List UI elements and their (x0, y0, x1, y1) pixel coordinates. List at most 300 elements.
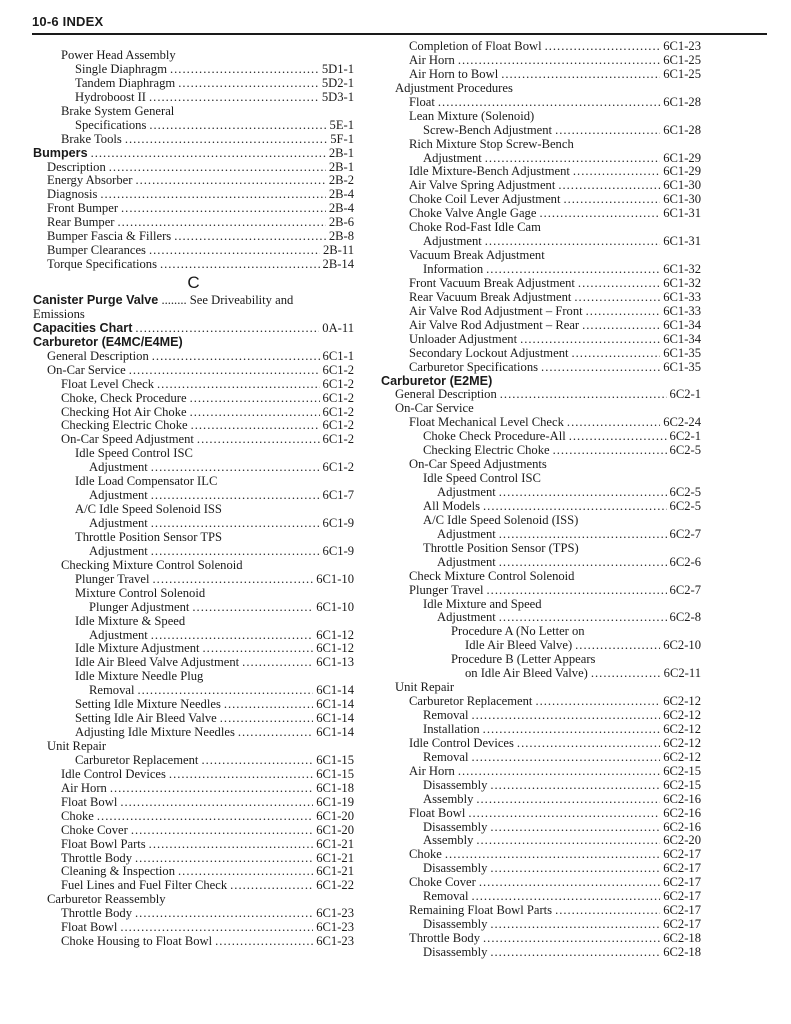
index-entry (381, 402, 701, 416)
entry-leader (501, 68, 660, 82)
index-main-entry (33, 336, 354, 350)
entry-leader (476, 793, 660, 807)
entry-page-ref: 6C1-29 (663, 164, 701, 179)
index-entry (33, 921, 354, 935)
entry-leader (558, 179, 660, 193)
entry-term: Rear Vacuum Break Adjustment (409, 289, 572, 304)
entry-leader (471, 890, 660, 904)
entry-term: Idle Mixture and Speed (423, 596, 542, 611)
entry-term: Carburetor (E2ME) (381, 373, 493, 388)
entry-term: Procedure B (Letter Appears (451, 652, 596, 667)
entry-term: Front Vacuum Break Adjustment (409, 275, 575, 290)
entry-page-ref: 6C1-23 (663, 39, 701, 53)
index-entry (381, 625, 701, 639)
entry-leader (170, 63, 319, 77)
index-entry (33, 893, 354, 907)
index-entry (33, 629, 354, 643)
index-entry (381, 765, 701, 779)
index-entry (33, 447, 354, 461)
entry-leader (190, 406, 320, 420)
header-rule (32, 33, 767, 35)
index-entry (33, 350, 354, 364)
entry-page-ref: 6C2-8 (669, 610, 701, 625)
entry-term: Rear Bumper (47, 215, 115, 230)
entry-term: Choke Cover (61, 822, 128, 837)
entry-term: Float Mechanical Level Check (409, 415, 564, 430)
entry-term: Idle Mixture-Bench Adjustment (409, 164, 570, 179)
entry-leader (157, 378, 319, 392)
entry-leader (201, 754, 313, 768)
entry-leader (192, 601, 313, 615)
entry-term: Information (423, 262, 484, 276)
entry-term: Adjustment (423, 234, 482, 249)
entry-term: Float (409, 94, 435, 109)
entry-page-ref: 6C1-21 (316, 850, 354, 865)
entry-see-reference: See Driveability and (189, 293, 294, 307)
entry-term: Mixture Control Solenoid (75, 585, 206, 600)
entry-leader (125, 133, 327, 147)
index-entry (33, 865, 354, 879)
entry-page-ref: 2B-1 (328, 145, 354, 160)
index-entry (33, 587, 354, 601)
entry-leader (471, 709, 660, 723)
index-entry (33, 712, 354, 726)
entry-page-ref: 6C1-20 (316, 822, 354, 837)
entry-term: Adjustment Procedures (395, 80, 513, 95)
index-entry (381, 221, 701, 235)
index-entry (33, 49, 354, 63)
index-entry (381, 876, 701, 890)
entry-leader (539, 207, 660, 221)
entry-term: Idle Air Bleed Valve) (465, 638, 573, 653)
entry-term: Throttle Position Sensor TPS (75, 529, 223, 544)
entry-page-ref: 6C2-17 (663, 903, 701, 918)
entry-page-ref: 6C1-2 (322, 460, 354, 475)
index-entry (381, 96, 701, 110)
entry-page-ref: 6C1-1 (322, 348, 354, 363)
entry-leader (490, 821, 660, 835)
index-entry (381, 319, 701, 333)
entry-page-ref: 6C1-31 (663, 206, 701, 221)
entry-page-ref: 6C2-7 (669, 526, 701, 541)
index-entry (33, 531, 354, 545)
entry-term: Plunger Adjustment (89, 599, 190, 614)
entry-term: Vacuum Break Adjustment (409, 248, 545, 263)
entry-page-ref: 6C2-15 (663, 777, 701, 792)
entry-term: Air Valve Spring Adjustment (409, 178, 556, 193)
index-entry (381, 556, 701, 570)
index-entry (33, 698, 354, 712)
entry-page-ref: 6C1-20 (316, 808, 354, 823)
entry-leader (500, 388, 667, 402)
index-entry (381, 165, 701, 179)
entry-page-ref: 6C1-31 (663, 234, 701, 249)
index-entry (381, 347, 701, 361)
entry-term: Screw-Bench Adjustment (423, 122, 553, 137)
entry-term: Choke Coil Lever Adjustment (409, 192, 561, 207)
entry-leader (169, 768, 313, 782)
entry-term: Checking Mixture Control Solenoid (61, 557, 243, 572)
entry-leader (120, 921, 313, 935)
index-entry-see-also (33, 294, 354, 322)
entry-page-ref: 6C1-23 (316, 906, 354, 921)
index-entry (33, 392, 354, 406)
entry-term: Air Horn (409, 52, 455, 67)
index-column-left (33, 49, 354, 949)
index-entry (381, 848, 701, 862)
entry-leader (471, 751, 660, 765)
entry-term: Idle Control Devices (61, 766, 166, 781)
entry-page-ref: 6C1-2 (322, 376, 354, 391)
entry-leader (215, 935, 313, 949)
index-entry (381, 821, 701, 835)
entry-page-ref: 6C1-12 (316, 627, 354, 642)
entry-leader (499, 611, 667, 625)
entry-page-ref: 0A-11 (322, 320, 354, 335)
entry-page-ref: 2B-1 (328, 159, 354, 174)
entry-term: Torque Specifications (47, 257, 157, 272)
index-entry (381, 110, 701, 124)
index-entry (381, 514, 701, 528)
entry-term: Secondary Lockout Adjustment (409, 345, 569, 360)
entry-term: Removal (423, 708, 469, 722)
index-entry (33, 105, 354, 119)
index-entry (33, 461, 354, 475)
entry-term: Fuel Lines and Fuel Filter Check (61, 878, 228, 893)
entry-leader (445, 848, 660, 862)
entry-leader (479, 876, 660, 890)
entry-leader (553, 444, 667, 458)
entry-page-ref: 6C1-2 (322, 432, 354, 447)
index-entry (33, 684, 354, 698)
entry-term: Float Bowl Parts (61, 836, 146, 851)
entry-page-ref: 6C2-5 (669, 485, 701, 499)
entry-term: Single Diaphragm (75, 61, 167, 76)
entry-page-ref: 6C1-21 (316, 864, 354, 879)
entry-leader (458, 765, 660, 779)
entry-leader (135, 174, 325, 188)
index-entry (381, 542, 701, 556)
entry-page-ref: 6C1-34 (663, 331, 701, 346)
entry-page-ref: 6C2-5 (669, 443, 701, 458)
entry-page-ref: 6C1-2 (322, 418, 354, 433)
entry-leader (120, 796, 313, 810)
index-entry (381, 653, 701, 667)
entry-term: Removal (423, 749, 469, 764)
entry-term: Adjustment (437, 610, 496, 625)
index-entry (33, 77, 354, 91)
entry-term: Idle Speed Control ISC (75, 446, 193, 461)
entry-page-ref: 5D3-1 (321, 89, 354, 104)
index-entry (381, 570, 701, 584)
index-entry (381, 751, 701, 765)
entry-page-ref: 2B-14 (322, 257, 354, 272)
entry-term: Choke, Check Procedure (61, 390, 187, 405)
index-entry (33, 133, 354, 147)
entry-term: Disassembly (423, 777, 488, 792)
index-entry (33, 489, 354, 503)
entry-page-ref: 6C1-9 (322, 543, 354, 558)
entry-term: Plunger Travel (409, 582, 484, 597)
entry-page-ref: 6C1-2 (322, 362, 354, 377)
entry-page-ref: 6C1-33 (663, 303, 701, 318)
entry-term: Disassembly (423, 819, 488, 834)
entry-term: Bumper Fascia & Fillers (47, 229, 172, 244)
entry-page-ref: 6C1-32 (663, 262, 701, 276)
entry-page-ref: 6C2-17 (663, 889, 701, 904)
entry-term: Adjustment (89, 627, 148, 642)
entry-leader (100, 188, 325, 202)
entry-leader (483, 932, 660, 946)
entry-term: Front Bumper (47, 201, 119, 216)
index-entry (33, 615, 354, 629)
entry-page-ref: 5F-1 (330, 131, 354, 146)
index-section-letter (33, 272, 354, 294)
entry-page-ref: 6C1-10 (316, 599, 354, 614)
entry-term: Removal (423, 889, 469, 904)
entry-leader (230, 879, 313, 893)
entry-term: Carburetor Replacement (75, 752, 199, 767)
index-entry (33, 935, 354, 949)
entry-term: On-Car Service (395, 401, 474, 416)
index-entry (381, 584, 701, 598)
entry-term: Installation (423, 721, 480, 736)
entry-term: Float Bowl (409, 805, 466, 820)
entry-page-ref: 6C1-25 (663, 52, 701, 67)
entry-term: Hydroboost II (75, 89, 147, 104)
index-entry (33, 202, 354, 216)
entry-leader (499, 486, 667, 500)
index-entry (381, 235, 701, 249)
entry-term: Disassembly (423, 944, 488, 959)
entry-page-ref: 6C1-30 (663, 192, 701, 207)
index-entry (33, 244, 354, 258)
entry-leader (567, 416, 660, 430)
entry-term: Assembly (423, 833, 474, 848)
index-entry (381, 291, 701, 305)
entry-page-ref: 6C1-25 (663, 66, 701, 81)
index-entry (33, 768, 354, 782)
entry-term: Idle Air Bleed Valve Adjustment (75, 655, 240, 670)
index-entry (33, 810, 354, 824)
entry-term: Checking Electric Choke (423, 443, 550, 458)
entry-page-ref: 6C1-9 (322, 516, 354, 531)
entry-page-ref: 6C1-14 (316, 697, 354, 712)
entry-leader (575, 639, 660, 653)
entry-term: Float Bowl (61, 920, 118, 935)
entry-term: Throttle Position Sensor (TPS) (423, 540, 579, 555)
entry-term: Idle Mixture Needle Plug (75, 669, 204, 684)
entry-term: Adjustment (89, 488, 148, 503)
entry-leader (499, 528, 667, 542)
index-entry (33, 545, 354, 559)
index-entry (33, 601, 354, 615)
index-entry (33, 258, 354, 272)
entry-leader (574, 291, 660, 305)
index-entry (33, 670, 354, 684)
index-entry (381, 333, 701, 347)
entry-page-ref: 6C2-18 (663, 931, 701, 945)
entry-leader (118, 216, 326, 230)
entry-page-ref: 6C1-2 (322, 404, 354, 419)
entry-page-ref: 6C2-20 (663, 833, 701, 848)
index-entry (381, 598, 701, 612)
index-entry (381, 890, 701, 904)
entry-page-ref: 6C1-35 (663, 345, 701, 360)
entry-term: General Description (47, 348, 149, 363)
entry-page-ref: 6C1-33 (663, 289, 701, 304)
entry-leader: ........ (158, 293, 190, 307)
entry-term: On-Car Speed Adjustment (61, 432, 194, 447)
index-entry (33, 879, 354, 893)
entry-term: Capacities Chart (33, 320, 133, 335)
entry-leader (137, 684, 313, 698)
entry-leader (160, 258, 320, 272)
index-entry (33, 364, 354, 378)
entry-leader (242, 656, 313, 670)
index-entry (381, 500, 701, 514)
entry-term: Throttle Body (61, 850, 133, 865)
entry-term: Procedure A (No Letter on (451, 624, 585, 639)
entry-page-ref: 6C2-17 (663, 917, 701, 932)
entry-leader (153, 573, 314, 587)
entry-leader (545, 40, 661, 54)
entry-leader (517, 737, 660, 751)
entry-page-ref: 6C1-15 (316, 766, 354, 781)
entry-term: Unloader Adjustment (409, 331, 518, 346)
entry-term: Float Level Check (61, 376, 155, 391)
entry-term: Tandem Diaphragm (75, 75, 176, 90)
entry-term: on Idle Air Bleed Valve) (465, 666, 588, 681)
entry-leader (591, 667, 661, 681)
entry-term: Plunger Travel (75, 571, 150, 586)
entry-page-ref: 6C2-17 (663, 875, 701, 890)
entry-page-ref: 2B-8 (328, 229, 354, 244)
entry-page-ref: 6C2-10 (663, 638, 701, 653)
index-entry (33, 852, 354, 866)
entry-page-ref: 6C1-18 (316, 780, 354, 795)
entry-page-ref: 2B-6 (328, 215, 354, 230)
entry-page-ref: 6C1-14 (316, 725, 354, 740)
entry-leader (586, 305, 661, 319)
entry-leader (110, 782, 313, 796)
index-entry (381, 263, 701, 277)
entry-leader (499, 556, 667, 570)
entry-term: Bumpers (33, 145, 88, 160)
entry-page-ref: 6C2-12 (663, 694, 701, 709)
entry-term: Energy Absorber (47, 173, 133, 188)
index-entry (381, 444, 701, 458)
entry-leader (582, 319, 660, 333)
entry-page-ref: 6C1-28 (663, 122, 701, 137)
index-entry (33, 573, 354, 587)
entry-term: Description (47, 159, 106, 174)
entry-leader (468, 807, 660, 821)
entry-term: Throttle Body (409, 931, 481, 945)
entry-leader (97, 810, 313, 824)
index-entry (381, 486, 701, 500)
entry-page-ref: 6C1-23 (316, 920, 354, 935)
entry-term: Adjustment (437, 526, 496, 541)
index-main-entry (33, 322, 354, 336)
entry-leader (149, 119, 326, 133)
index-entry (381, 862, 701, 876)
entry-term: Air Horn (409, 763, 455, 778)
entry-page-ref: 6C2-12 (663, 749, 701, 764)
index-entry (381, 277, 701, 291)
entry-leader (151, 545, 320, 559)
entry-term: Air Valve Rod Adjustment – Front (409, 303, 583, 318)
entry-page-ref: 6C2-12 (663, 708, 701, 722)
index-entry (381, 932, 701, 946)
entry-term: Checking Hot Air Choke (61, 404, 187, 419)
entry-term: Canister Purge Valve (33, 293, 159, 307)
entry-page-ref: 5D1-1 (321, 61, 354, 76)
index-entry (33, 119, 354, 133)
entry-leader (151, 629, 313, 643)
entry-leader (476, 834, 660, 848)
entry-leader (121, 202, 326, 216)
index-entry (381, 430, 701, 444)
entry-leader (555, 124, 660, 138)
entry-leader (520, 333, 660, 347)
entry-term: Rich Mixture Stop Screw-Bench (409, 136, 574, 151)
entry-term: All Models (423, 498, 481, 513)
entry-leader (238, 726, 313, 740)
entry-leader (490, 946, 660, 960)
entry-term: Carburetor Reassembly (47, 892, 166, 907)
index-entry (381, 68, 701, 82)
entry-leader (535, 695, 660, 709)
entry-term: Adjustment (437, 485, 496, 499)
entry-page-ref: 6C2-11 (663, 666, 701, 681)
entry-term: Idle Speed Control ISC (423, 471, 541, 486)
entry-leader (483, 500, 666, 514)
entry-term: Specifications (75, 117, 147, 132)
entry-term: Carburetor Specifications (409, 359, 539, 374)
entry-leader (485, 152, 660, 166)
entry-page-ref: 6C1-23 (316, 934, 354, 949)
entry-page-ref: 6C2-1 (669, 387, 701, 402)
index-entry (381, 138, 701, 152)
entry-page-ref: 5E-1 (329, 117, 354, 132)
entry-page-ref: 6C2-5 (669, 498, 701, 513)
entry-leader (152, 350, 320, 364)
entry-term: Idle Mixture & Speed (75, 613, 186, 628)
entry-term: A/C Idle Speed Solenoid (ISS) (423, 512, 579, 527)
entry-term: Assembly (423, 791, 474, 806)
index-entry (33, 824, 354, 838)
index-entry (33, 740, 354, 754)
entry-term: A/C Idle Speed Solenoid ISS (75, 502, 222, 517)
entry-term: Air Horn (61, 780, 107, 795)
entry-leader (109, 161, 326, 175)
entry-page-ref: 6C1-29 (663, 150, 701, 165)
entry-leader (197, 433, 320, 447)
entry-page-ref: 6C2-12 (663, 721, 701, 736)
entry-term: On-Car Speed Adjustments (409, 457, 547, 472)
index-entry (381, 249, 701, 263)
entry-page-ref: 6C1-14 (316, 683, 354, 698)
index-entry (33, 642, 354, 656)
entry-leader (490, 918, 660, 932)
entry-page-ref: 6C2-17 (663, 847, 701, 862)
index-entry (381, 361, 701, 375)
entry-leader (174, 230, 326, 244)
entry-term: Remaining Float Bowl Parts (409, 903, 553, 918)
entry-leader (458, 54, 660, 68)
entry-term: Brake Tools (61, 131, 122, 146)
